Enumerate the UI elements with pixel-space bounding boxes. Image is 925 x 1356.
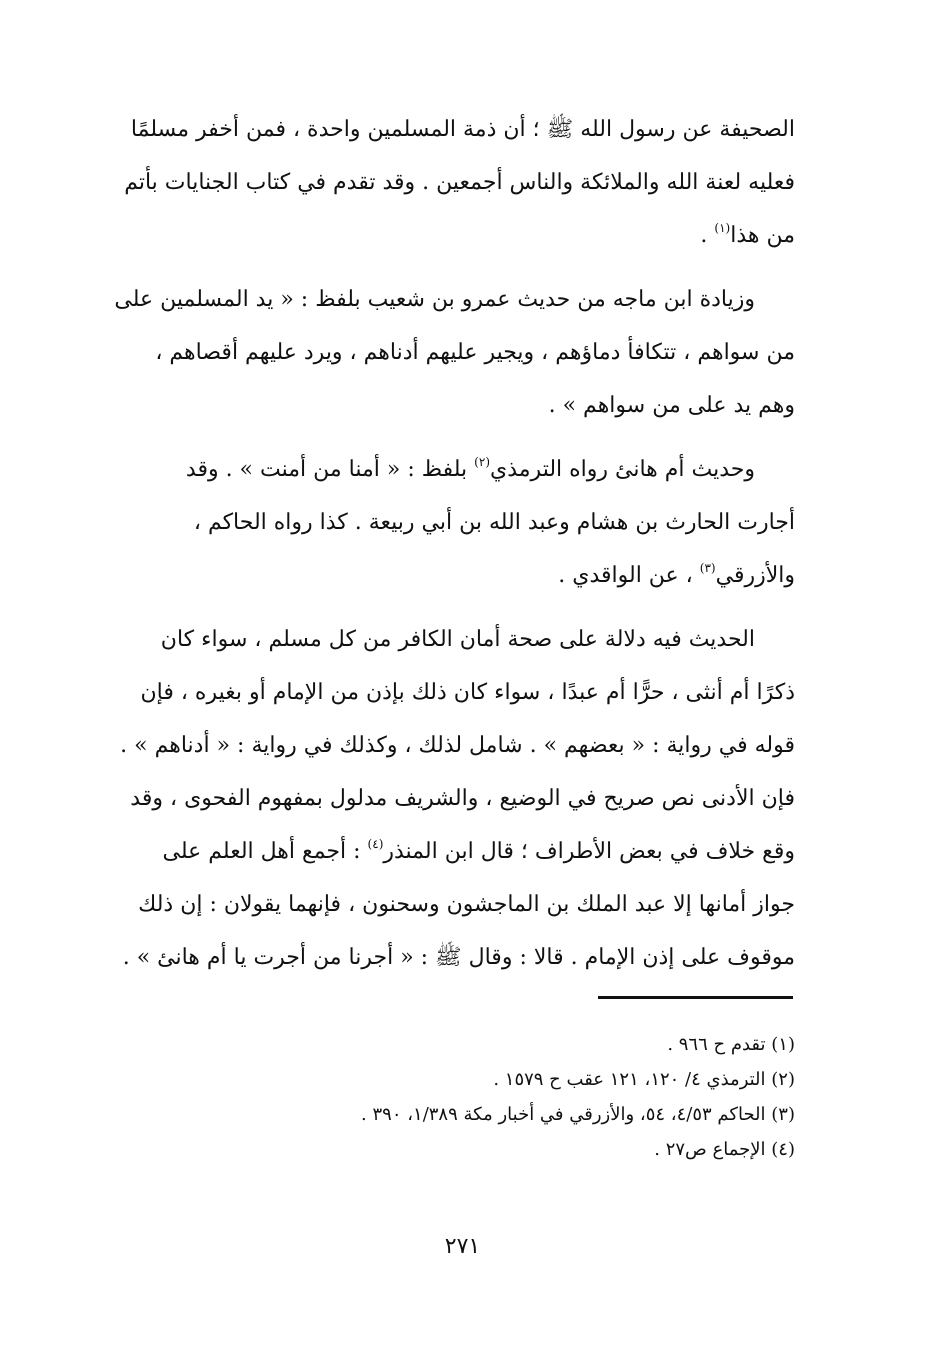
footnote-marker: (٢) bbox=[474, 455, 490, 469]
paragraph-4 bbox=[120, 613, 795, 984]
text-fragment: من هذا bbox=[730, 223, 795, 248]
footnote-item: (٣) الحاكم ٤/٥٣، ٥٤، والأزرقي في أخبار مكة ١/٣٨٩، ٣٩٠ . bbox=[361, 1104, 795, 1125]
text-line: الحديث فيه دلالة على صحة أمان الكافر من كل مسلم ، سواء كان bbox=[160, 627, 755, 652]
page-number: ٢٧١ bbox=[444, 1234, 481, 1259]
text-line: أجارت الحارث بن هشام وعبد الله بن أبي ربيعة . كذا رواه الحاكم ، bbox=[193, 510, 795, 535]
text-line bbox=[134, 209, 795, 262]
text-fragment: والأزرقي bbox=[715, 563, 795, 588]
footnote-marker: (٤) bbox=[367, 837, 384, 851]
text-line bbox=[134, 549, 795, 602]
footnote-item: (٢) الترمذي ٤/ ١٢٠، ١٢١ عقب ح ١٥٧٩ . bbox=[493, 1069, 795, 1090]
text-fragment: . bbox=[700, 223, 715, 248]
text-fragment: ، عن الواقدي . bbox=[558, 563, 700, 588]
main-text bbox=[114, 103, 795, 984]
footnote-separator bbox=[598, 996, 793, 999]
text-line: قوله في رواية : « بعضهم » . شامل لذلك ، وكذلك في رواية : « أدناهم » . bbox=[120, 733, 795, 758]
text-fragment: وحديث أم هانئ رواه الترمذي bbox=[490, 457, 755, 482]
text-line: جواز أمانها إلا عبد الملك بن الماجشون وسحنون ، فإنهما يقولان : إن ذلك bbox=[138, 892, 795, 917]
text-line: فعليه لعنة الله والملائكة والناس أجمعين . وقد تقدم في كتاب الجنايات بأتم bbox=[124, 170, 795, 195]
paragraph-3 bbox=[134, 443, 795, 602]
footnote-marker: (١) bbox=[714, 221, 731, 235]
paragraph-2 bbox=[114, 273, 795, 432]
text-fragment: وقع خلاف في بعض الأطراف ؛ قال ابن المنذر bbox=[383, 839, 795, 864]
footnote-item: (٤) الإجماع ص٢٧ . bbox=[654, 1139, 795, 1160]
text-line: موقوف على إذن الإمام . قالا : وقال ﷺ : « أجرنا من أجرت يا أم هانئ » . bbox=[122, 945, 795, 970]
text-line bbox=[134, 443, 795, 496]
text-line: وهم يد على من سواهم » . bbox=[548, 393, 795, 418]
paragraph-1 bbox=[124, 103, 795, 262]
text-line: ذكرًا أم أنثى ، حرًّا أم عبدًا ، سواء كان ذلك بإذن من الإمام أو بغيره ، فإن bbox=[140, 680, 795, 705]
footnotes bbox=[134, 1027, 795, 1167]
text-line: الصحيفة عن رسول الله ﷺ ؛ أن ذمة المسلمين واحدة ، فمن أخفر مسلمًا bbox=[130, 117, 795, 142]
text-line: فإن الأدنى نص صريح في الوضيع ، والشريف مدلول بمفهوم الفحوى ، وقد bbox=[130, 786, 795, 811]
text-fragment: بلفظ : « أمنا من أمنت » . وقد bbox=[185, 457, 475, 482]
footnote-marker: (٣) bbox=[699, 561, 716, 575]
footnote-item: (١) تقدم ح ٩٦٦ . bbox=[667, 1034, 795, 1055]
text-fragment: : أجمع أهل العلم على bbox=[162, 839, 368, 864]
text-line: من سواهم ، تتكافأ دماؤهم ، ويجير عليهم أدناهم ، ويرد عليهم أقصاهم ، bbox=[155, 340, 795, 365]
text-line bbox=[134, 825, 795, 878]
text-line: وزيادة ابن ماجه من حديث عمرو بن شعيب بلفظ : « يد المسلمين على bbox=[114, 287, 755, 312]
